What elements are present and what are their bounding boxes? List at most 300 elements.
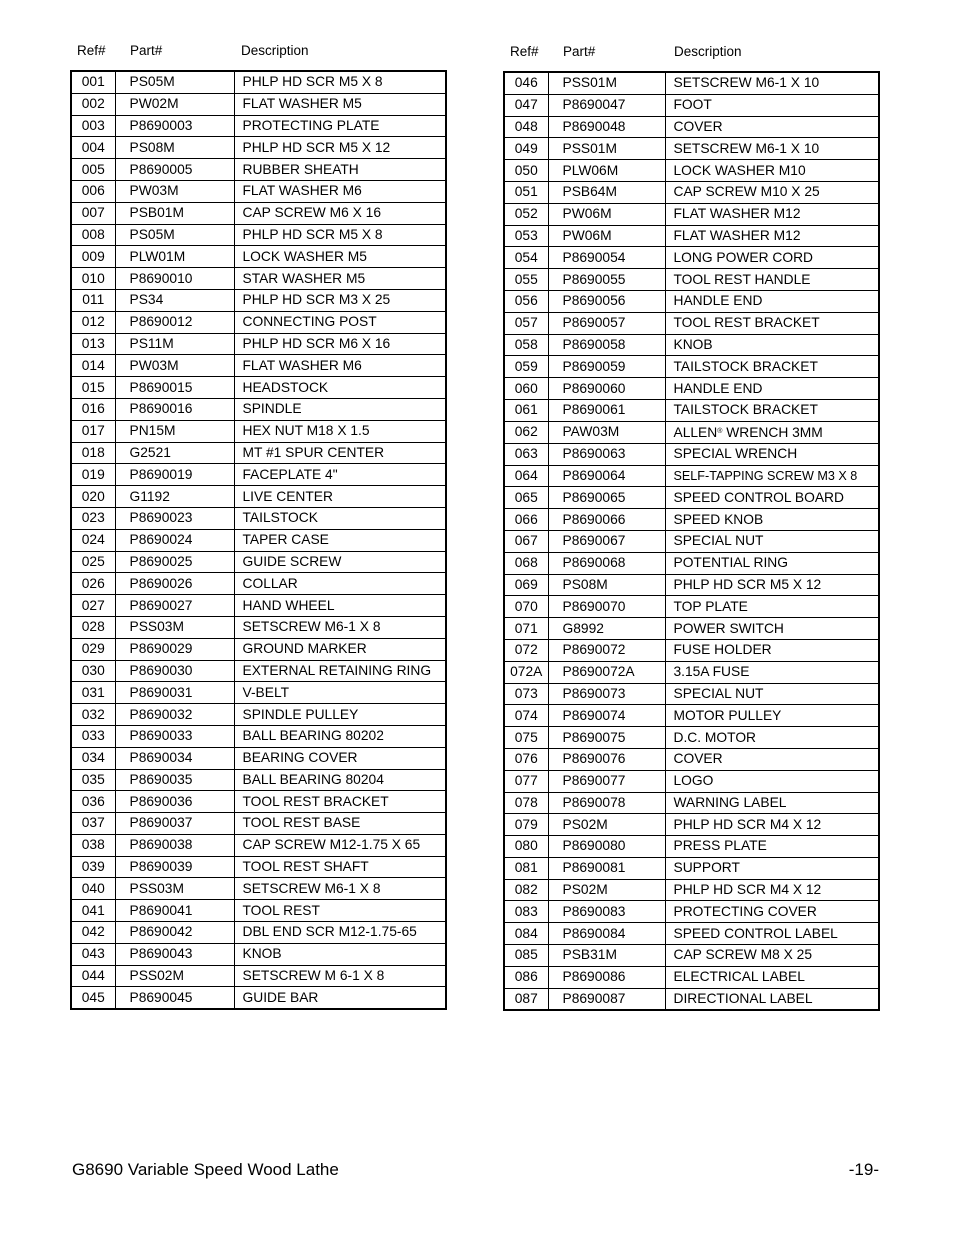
description-cell: GUIDE SCREW (234, 551, 446, 573)
description-cell: 3.15A FUSE (665, 661, 879, 683)
part-cell: P8690031 (115, 682, 234, 704)
part-cell: P8690010 (115, 268, 234, 290)
table-row (504, 596, 879, 618)
ref-cell: 025 (71, 551, 115, 573)
description-cell: FACEPLATE 4" (234, 464, 446, 486)
part-cell: P8690029 (115, 638, 234, 660)
table-row (504, 639, 879, 661)
part-cell: P8690073 (548, 683, 665, 705)
ref-cell: 086 (504, 966, 548, 988)
part-cell: P8690026 (115, 573, 234, 595)
part-cell: P8690081 (548, 857, 665, 879)
ref-cell: 009 (71, 246, 115, 268)
table-row (71, 616, 446, 638)
part-cell: P8690055 (548, 269, 665, 291)
description-cell: PHLP HD SCR M5 X 12 (234, 137, 446, 159)
ref-cell: 018 (71, 442, 115, 464)
ref-cell: 016 (71, 398, 115, 420)
part-cell: P8690012 (115, 311, 234, 333)
table-row (504, 138, 879, 160)
part-cell: PS08M (115, 137, 234, 159)
table-row (504, 334, 879, 356)
ref-cell: 011 (71, 289, 115, 311)
table-row (504, 72, 879, 94)
ref-cell: 066 (504, 509, 548, 531)
table-row (504, 966, 879, 988)
ref-cell: 058 (504, 334, 548, 356)
table-row (504, 378, 879, 400)
table-row (504, 770, 879, 792)
part-cell: P8690086 (548, 966, 665, 988)
ref-cell: 031 (71, 682, 115, 704)
table-row (504, 203, 879, 225)
part-cell: P8690083 (548, 901, 665, 923)
description-cell: POWER SWITCH (665, 618, 879, 640)
ref-cell: 077 (504, 770, 548, 792)
table-row (504, 356, 879, 378)
description-cell: PHLP HD SCR M5 X 12 (665, 574, 879, 596)
ref-cell: 084 (504, 923, 548, 945)
description-cell: TOOL REST (234, 900, 446, 922)
ref-cell: 040 (71, 878, 115, 900)
ref-cell: 085 (504, 945, 548, 967)
ref-cell: 046 (504, 72, 548, 94)
part-cell: PSS03M (115, 616, 234, 638)
ref-cell: 082 (504, 879, 548, 901)
part-cell: P8690077 (548, 770, 665, 792)
table-row (71, 224, 446, 246)
part-cell: PS08M (548, 574, 665, 596)
table-row (71, 922, 446, 944)
description-cell: D.C. MOTOR (665, 727, 879, 749)
description-cell: CAP SCREW M12-1.75 X 65 (234, 834, 446, 856)
description-cell: COVER (665, 116, 879, 138)
ref-cell: 038 (71, 834, 115, 856)
description-header: Description (674, 44, 742, 59)
description-cell: HAND WHEEL (234, 595, 446, 617)
table-row (71, 813, 446, 835)
table-row (71, 442, 446, 464)
ref-cell: 014 (71, 355, 115, 377)
part-cell: P8690034 (115, 747, 234, 769)
table-row (504, 574, 879, 596)
ref-cell: 015 (71, 377, 115, 399)
description-cell: EXTERNAL RETAINING RING (234, 660, 446, 682)
description-cell: PHLP HD SCR M3 X 25 (234, 289, 446, 311)
description-cell: TOOL REST SHAFT (234, 856, 446, 878)
description-cell: V-BELT (234, 682, 446, 704)
part-cell: P8690030 (115, 660, 234, 682)
description-cell: MT #1 SPUR CENTER (234, 442, 446, 464)
table-row (504, 312, 879, 334)
description-cell: PHLP HD SCR M4 X 12 (665, 814, 879, 836)
ref-cell: 020 (71, 486, 115, 508)
table-row (71, 398, 446, 420)
parts-list-left (70, 43, 447, 1010)
part-cell: PAW03M (548, 421, 665, 443)
description-cell: RUBBER SHEATH (234, 159, 446, 181)
ref-cell: 055 (504, 269, 548, 291)
registered-mark: ® (717, 427, 723, 435)
part-cell: P8690037 (115, 813, 234, 835)
ref-cell: 039 (71, 856, 115, 878)
table-row (71, 311, 446, 333)
ref-cell: 074 (504, 705, 548, 727)
table-row (71, 791, 446, 813)
description-cell: BALL BEARING 80202 (234, 725, 446, 747)
table-row (504, 399, 879, 421)
description-cell: SETSCREW M6-1 X 10 (665, 72, 879, 94)
ref-cell: 069 (504, 574, 548, 596)
part-cell: P8690059 (548, 356, 665, 378)
description-cell (665, 421, 879, 443)
part-cell: PS02M (548, 814, 665, 836)
part-cell: P8690015 (115, 377, 234, 399)
table-row (504, 661, 879, 683)
table-row (71, 595, 446, 617)
table-row (71, 529, 446, 551)
part-cell: P8690076 (548, 748, 665, 770)
part-cell: PLW01M (115, 246, 234, 268)
description-cell: HEADSTOCK (234, 377, 446, 399)
table-row (71, 987, 446, 1009)
ref-cell: 071 (504, 618, 548, 640)
part-cell: P8690058 (548, 334, 665, 356)
ref-cell: 057 (504, 312, 548, 334)
ref-cell: 026 (71, 573, 115, 595)
description-cell: KNOB (665, 334, 879, 356)
description-cell: TOOL REST BRACKET (665, 312, 879, 334)
table-row (504, 836, 879, 858)
description-cell: SPEED KNOB (665, 509, 879, 531)
ref-cell: 072 (504, 639, 548, 661)
description-cell: COLLAR (234, 573, 446, 595)
description-header: Description (241, 43, 309, 58)
table-row (504, 225, 879, 247)
description-cell: KNOB (234, 943, 446, 965)
part-cell: PLW06M (548, 160, 665, 182)
part-cell: P8690064 (548, 465, 665, 487)
table-row (71, 682, 446, 704)
table-row (504, 443, 879, 465)
table-row (71, 355, 446, 377)
table-row (71, 71, 446, 93)
ref-cell: 024 (71, 529, 115, 551)
ref-cell: 054 (504, 247, 548, 269)
ref-cell: 052 (504, 203, 548, 225)
description-cell: SPINDLE PULLEY (234, 704, 446, 726)
description-cell: FLAT WASHER M12 (665, 203, 879, 225)
ref-cell: 083 (504, 901, 548, 923)
part-cell: PS05M (115, 71, 234, 93)
table-row (504, 683, 879, 705)
ref-cell: 012 (71, 311, 115, 333)
ref-cell: 041 (71, 900, 115, 922)
table-row (504, 618, 879, 640)
description-cell: SETSCREW M6-1 X 8 (234, 616, 446, 638)
description-cell: FLAT WASHER M6 (234, 180, 446, 202)
ref-cell: 064 (504, 465, 548, 487)
ref-cell: 063 (504, 443, 548, 465)
description-cell: ELECTRICAL LABEL (665, 966, 879, 988)
part-cell: P8690075 (548, 727, 665, 749)
ref-cell: 067 (504, 530, 548, 552)
table-row (71, 246, 446, 268)
part-cell: P8690003 (115, 115, 234, 137)
table-row (71, 137, 446, 159)
table-row (504, 727, 879, 749)
table-row (71, 660, 446, 682)
part-cell: P8690068 (548, 552, 665, 574)
table-row (71, 159, 446, 181)
table-row (71, 464, 446, 486)
ref-cell: 081 (504, 857, 548, 879)
ref-cell: 072A (504, 661, 548, 683)
description-cell: BEARING COVER (234, 747, 446, 769)
part-cell: P8690060 (548, 378, 665, 400)
table-row (71, 769, 446, 791)
part-cell: P8690036 (115, 791, 234, 813)
ref-cell: 068 (504, 552, 548, 574)
description-cell: PRESS PLATE (665, 836, 879, 858)
ref-cell: 001 (71, 71, 115, 93)
table-row (71, 268, 446, 290)
table-row (71, 638, 446, 660)
description-cell: TAILSTOCK (234, 507, 446, 529)
part-cell: PW03M (115, 180, 234, 202)
description-cell: PHLP HD SCR M5 X 8 (234, 71, 446, 93)
description-cell: POTENTIAL RING (665, 552, 879, 574)
description-cell: PROTECTING COVER (665, 901, 879, 923)
description-cell: PHLP HD SCR M4 X 12 (665, 879, 879, 901)
description-cell: TOOL REST HANDLE (665, 269, 879, 291)
description-cell: GUIDE BAR (234, 987, 446, 1009)
page-number: -19- (848, 1160, 879, 1179)
description-cell: SPECIAL NUT (665, 530, 879, 552)
description-cell: FLAT WASHER M12 (665, 225, 879, 247)
part-cell: P8690035 (115, 769, 234, 791)
table-row (504, 879, 879, 901)
part-cell: P8690005 (115, 159, 234, 181)
ref-cell: 019 (71, 464, 115, 486)
ref-cell: 003 (71, 115, 115, 137)
ref-cell: 056 (504, 290, 548, 312)
part-cell: PSB01M (115, 202, 234, 224)
ref-cell: 075 (504, 727, 548, 749)
part-cell: P8690043 (115, 943, 234, 965)
table-row (504, 857, 879, 879)
ref-cell: 070 (504, 596, 548, 618)
parts-list-right (503, 44, 880, 1011)
part-cell: PSB64M (548, 181, 665, 203)
part-cell: PSS01M (548, 72, 665, 94)
table-row (71, 180, 446, 202)
description-cell: GROUND MARKER (234, 638, 446, 660)
part-cell: P8690032 (115, 704, 234, 726)
ref-cell: 036 (71, 791, 115, 813)
ref-cell: 050 (504, 160, 548, 182)
ref-cell: 032 (71, 704, 115, 726)
part-cell: PS34 (115, 289, 234, 311)
table-row (504, 94, 879, 116)
table-row (504, 421, 879, 443)
ref-cell: 087 (504, 988, 548, 1010)
table-row (71, 486, 446, 508)
table-row (504, 530, 879, 552)
part-cell: PSS03M (115, 878, 234, 900)
table-row (71, 507, 446, 529)
description-cell: CAP SCREW M10 X 25 (665, 181, 879, 203)
description-cell: SPEED CONTROL BOARD (665, 487, 879, 509)
part-cell: PSS02M (115, 965, 234, 987)
description-text: WRENCH 3MM (722, 424, 823, 440)
description-cell: MOTOR PULLEY (665, 705, 879, 727)
part-cell: PW02M (115, 93, 234, 115)
parts-table-left (70, 70, 447, 1010)
ref-cell: 004 (71, 137, 115, 159)
description-cell: PHLP HD SCR M5 X 8 (234, 224, 446, 246)
description-cell: CAP SCREW M6 X 16 (234, 202, 446, 224)
description-cell: HANDLE END (665, 378, 879, 400)
ref-cell: 007 (71, 202, 115, 224)
description-cell: COVER (665, 748, 879, 770)
table-row (71, 202, 446, 224)
part-cell: P8690033 (115, 725, 234, 747)
ref-cell: 076 (504, 748, 548, 770)
description-cell: FLAT WASHER M5 (234, 93, 446, 115)
ref-cell: 042 (71, 922, 115, 944)
description-cell: STAR WASHER M5 (234, 268, 446, 290)
part-cell: P8690042 (115, 922, 234, 944)
ref-cell: 028 (71, 616, 115, 638)
table-row (71, 725, 446, 747)
table-row (71, 289, 446, 311)
table-row (504, 465, 879, 487)
table-row (504, 290, 879, 312)
table-row (504, 247, 879, 269)
ref-cell: 033 (71, 725, 115, 747)
table-row (71, 333, 446, 355)
description-cell: PROTECTING PLATE (234, 115, 446, 137)
table-row (504, 181, 879, 203)
table-row (504, 901, 879, 923)
ref-cell: 010 (71, 268, 115, 290)
description-cell: LOGO (665, 770, 879, 792)
table-row (71, 420, 446, 442)
part-cell: P8690016 (115, 398, 234, 420)
description-cell: FOOT (665, 94, 879, 116)
description-cell: HEX NUT M18 X 1.5 (234, 420, 446, 442)
part-cell: P8690065 (548, 487, 665, 509)
part-cell: PS02M (548, 879, 665, 901)
part-cell: PSS01M (548, 138, 665, 160)
description-cell: LIVE CENTER (234, 486, 446, 508)
table-row (504, 792, 879, 814)
part-cell: P8690078 (548, 792, 665, 814)
part-header: Part# (130, 43, 163, 58)
table-row (504, 116, 879, 138)
part-cell: P8690061 (548, 399, 665, 421)
part-cell: P8690057 (548, 312, 665, 334)
ref-cell: 006 (71, 180, 115, 202)
ref-cell: 065 (504, 487, 548, 509)
ref-cell: 029 (71, 638, 115, 660)
description-cell: CONNECTING POST (234, 311, 446, 333)
description-cell: LOCK WASHER M5 (234, 246, 446, 268)
description-cell: TOP PLATE (665, 596, 879, 618)
part-cell: P8690063 (548, 443, 665, 465)
part-header: Part# (563, 44, 596, 59)
part-cell: P8690023 (115, 507, 234, 529)
description-cell: DIRECTIONAL LABEL (665, 988, 879, 1010)
ref-cell: 059 (504, 356, 548, 378)
description-cell: DBL END SCR M12-1.75-65 (234, 922, 446, 944)
part-cell: P8690070 (548, 596, 665, 618)
description-cell: PHLP HD SCR M6 X 16 (234, 333, 446, 355)
description-cell: BALL BEARING 80204 (234, 769, 446, 791)
description-cell: TAILSTOCK BRACKET (665, 399, 879, 421)
description-cell: HANDLE END (665, 290, 879, 312)
parts-table-right (503, 71, 880, 1011)
description-cell: LOCK WASHER M10 (665, 160, 879, 182)
table-row (504, 923, 879, 945)
ref-header: Ref# (77, 43, 106, 58)
ref-cell: 078 (504, 792, 548, 814)
ref-cell: 045 (71, 987, 115, 1009)
description-cell: FLAT WASHER M6 (234, 355, 446, 377)
part-cell: PS11M (115, 333, 234, 355)
table-row (504, 552, 879, 574)
column-headers (503, 44, 880, 71)
description-cell: SETSCREW M 6-1 X 8 (234, 965, 446, 987)
description-cell: SPEED CONTROL LABEL (665, 923, 879, 945)
part-cell: P8690072A (548, 661, 665, 683)
ref-cell: 013 (71, 333, 115, 355)
part-cell: PW06M (548, 203, 665, 225)
ref-cell: 005 (71, 159, 115, 181)
ref-cell: 062 (504, 421, 548, 443)
ref-cell: 061 (504, 399, 548, 421)
part-cell: P8690024 (115, 529, 234, 551)
description-cell: TOOL REST BRACKET (234, 791, 446, 813)
part-cell: PS05M (115, 224, 234, 246)
ref-cell: 043 (71, 943, 115, 965)
description-cell: TAILSTOCK BRACKET (665, 356, 879, 378)
description-cell: SPECIAL NUT (665, 683, 879, 705)
ref-cell: 017 (71, 420, 115, 442)
part-cell: G1192 (115, 486, 234, 508)
table-row (504, 487, 879, 509)
table-row (504, 988, 879, 1010)
part-cell: P8690019 (115, 464, 234, 486)
part-cell: P8690038 (115, 834, 234, 856)
ref-cell: 037 (71, 813, 115, 835)
ref-cell: 034 (71, 747, 115, 769)
ref-cell: 030 (71, 660, 115, 682)
ref-cell: 044 (71, 965, 115, 987)
description-cell: SETSCREW M6-1 X 8 (234, 878, 446, 900)
table-row (71, 551, 446, 573)
table-row (71, 377, 446, 399)
part-cell: P8690087 (548, 988, 665, 1010)
footer-title: G8690 Variable Speed Wood Lathe (72, 1160, 339, 1179)
table-row (71, 878, 446, 900)
table-row (71, 115, 446, 137)
ref-cell: 035 (71, 769, 115, 791)
table-row (71, 747, 446, 769)
table-row (71, 856, 446, 878)
ref-cell: 060 (504, 378, 548, 400)
